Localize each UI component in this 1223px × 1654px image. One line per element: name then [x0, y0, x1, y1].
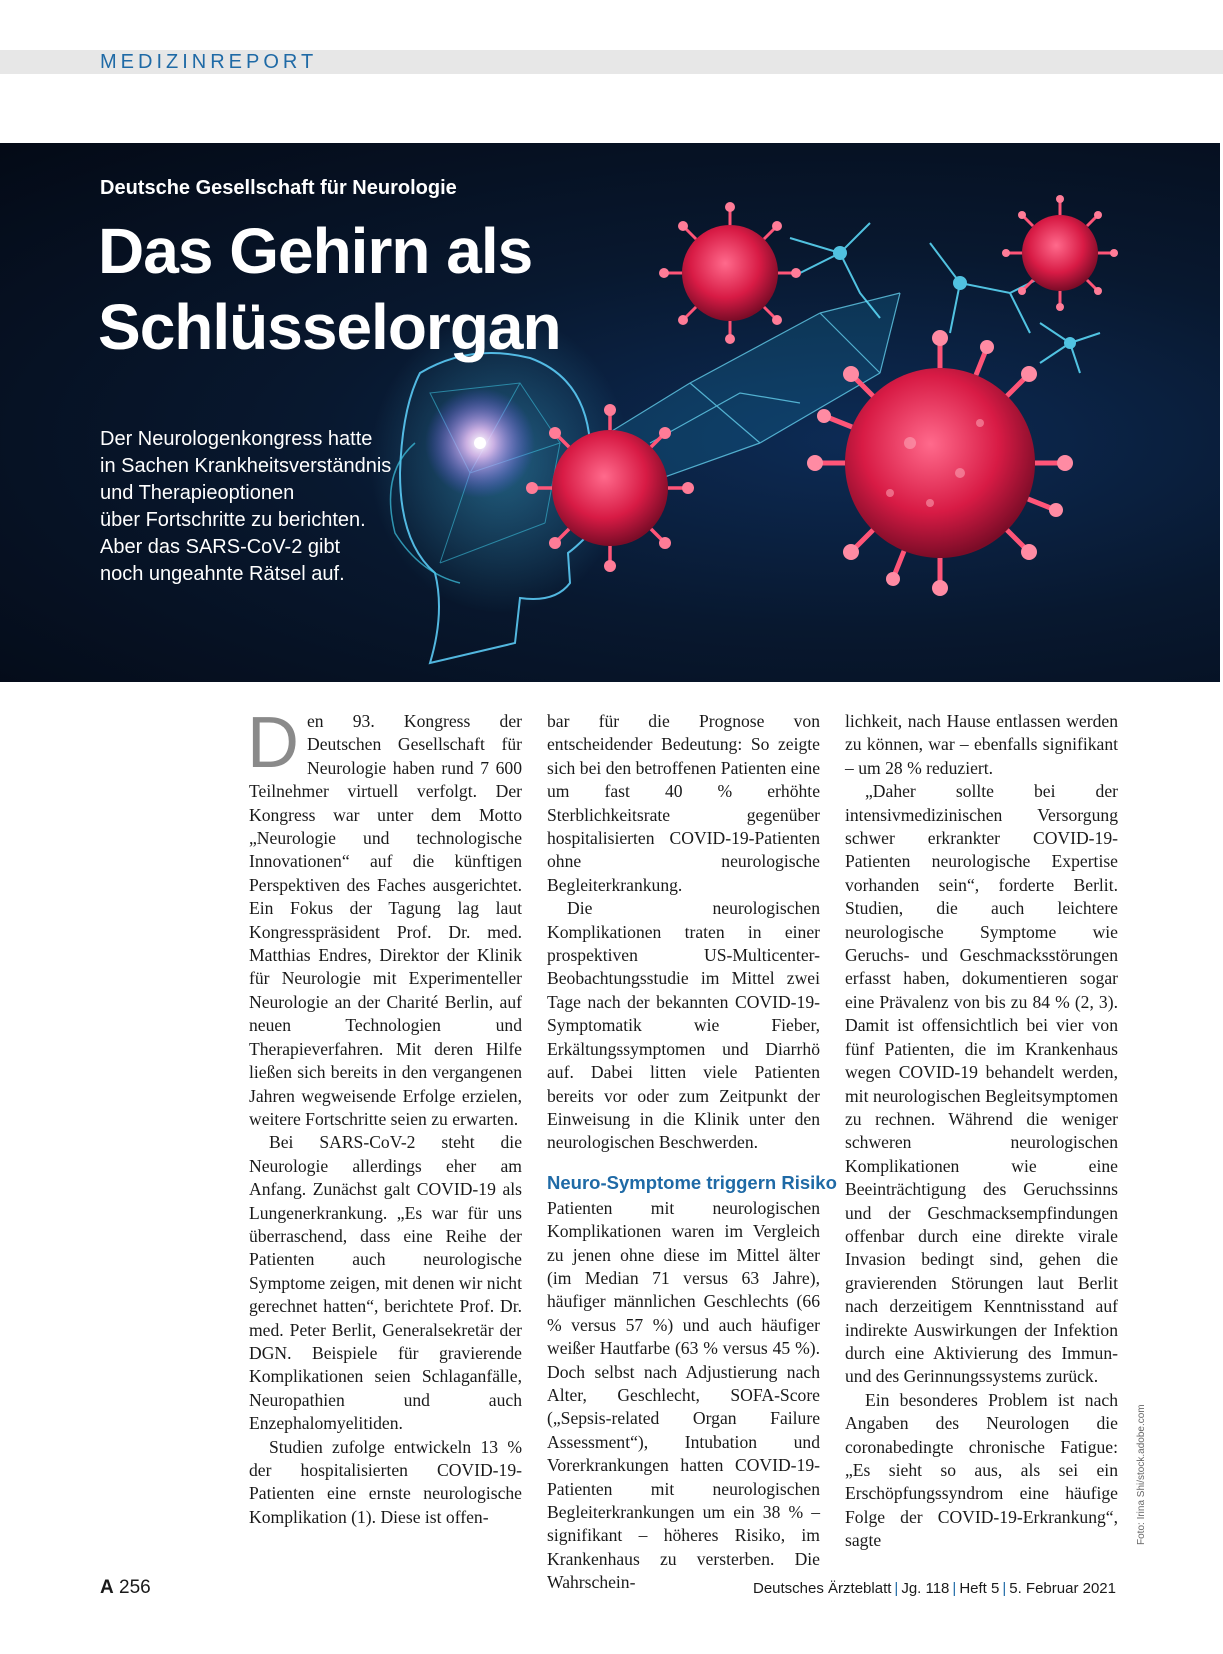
journal-date: 5. Februar 2021 — [1009, 1580, 1116, 1597]
paragraph: bar für die Prognose von entscheidender Bedeutung: So zeigte sich bei den betroffenen Patienten eine um fast 40 % erhöhte Sterblichkeitsrate gegenüber hospitalisierten COVID-19-Patienten ohne neurologische Begleiterkrankung. — [547, 711, 820, 895]
lead-line: über Fortschritte zu berichten. — [100, 509, 366, 531]
paragraph — [247, 703, 522, 1131]
drop-cap: D — [247, 703, 299, 783]
paragraph: „Daher sollte bei der intensivmedizinischen Versorgung schwer erkrankter COVID-19-Patienten neurologische Expertise vorhanden sein“, forderte Berlit. Studien, die auch leichtere neurologische Symptome wie Geruchs- und Geschmacksstörungen erfasst haben, dokumentieren sogar eine Prävalenz von bis zu 84 % (2, 3). Damit ist offensichtlich bei vier von fünf Patienten, die im Krankenhaus wegen COVID-19 behandelt werden, mit neurologischen Begleitsymptomen zu rechnen. Während die weniger schweren neurologischen Komplikationen wie eine Beeinträchtigung des Geruchssinns und der Geschmacksempfindungen offenbar durch eine direkte virale Invasion bedingt sind, gehen die gravierenden Störungen laut Berlit nach derzeitigem Kenntnisstand auf indirekte Auswirkungen der Infektion durch eine Aktivierung des Immun- und des Gerinnungssystems zurück. — [845, 781, 1118, 1387]
paragraph: Ein besonderes Problem ist nach Angaben des Neurologen die coronabedingte chronische Fatigue: „Es sieht so aus, als sei ein Erschöpfungssyndrom eine häufige Folge der COVID-19-Erkrankung“, sagte — [845, 1389, 1118, 1551]
lead-line: und Therapieoptionen — [100, 482, 295, 504]
footer-separator: | — [894, 1580, 899, 1597]
photo-credit: Foto: Irina Shi/stock.adobe.com — [1136, 1404, 1147, 1545]
article-headline — [98, 213, 618, 365]
article-kicker: Deutsche Gesellschaft für Neurologie — [100, 177, 457, 199]
section-rubric: MEDIZINREPORT — [100, 51, 318, 73]
paragraph: Bei SARS-CoV-2 steht die Neurologie allerdings eher am Anfang. Zunächst galt COVID-19 als Lungenerkrankung. „Es war für uns überraschend, dass eine Reihe der Patienten auch neurologische Symptome zeigen, mit denen wir nicht gerechnet hatten“, berichtete Prof. Dr. med. Peter Berlit, Generalsekretär der DGN. Beispiele für gravierende Komplikationen seien Schlaganfälle, Neuropathien und auch Enzephalomyelitiden. — [249, 1132, 522, 1434]
headline-line: Schlüsselorgan — [98, 291, 561, 363]
lead-line: Der Neurologenkongress hatte — [100, 428, 373, 450]
footer-separator: | — [1002, 1580, 1007, 1597]
section-subheading: Neuro-Symptome triggern Risiko — [547, 1171, 837, 1193]
hero-banner — [0, 143, 1220, 682]
paragraph-text: en 93. Kongress der Deutschen Gesellschaft für Neurologie haben rund 7 600 Teilnehmer virtuell verfolgt. Der Kongress war unter dem Motto „Neurologie und technologische Innovationen“ auf die künftigen Perspektiven des Faches ausgerichtet. Ein Fokus der Tagung lag laut Kongresspräsident Prof. Dr. med. Matthias Endres, Direktor der Klinik für Neurologie mit Experimenteller Neurologie an der Charité Berlin, auf neuen Technologien und Therapieverfahren. Mit deren Hilfe ließen sich bereits in den vergangenen Jahren wegweisende Erfolge erzielen, weitere Fortschritte seien zu erwarten. — [249, 711, 522, 1129]
journal-volume: Jg. 118 — [901, 1580, 950, 1597]
lead-line: noch ungeahnte Rätsel auf. — [100, 563, 345, 585]
paragraph: Patienten mit neurologischen Komplikationen waren im Vergleich zu jenen ohne diese im Mittel älter (im Median 71 versus 63 Jahre), häufiger männlichen Geschlechts (66 % versus 57 %) und auch häufiger weißer Hautfarbe (63 % versus 45 %). Doch selbst nach Adjustierung nach Alter, Geschlecht, SOFA-Score („Sepsis-related Organ Failure Assessment“), Intubation und Vorerkrankungen hatten COVID-19-Patienten mit neurologischen Begleiterkrankungen um ein 38 % – signifikant – höheres Risiko, im Krankenhaus zu versterben. Die Wahrschein- — [547, 1197, 820, 1593]
page-number — [100, 1577, 151, 1599]
page-number-value: 256 — [119, 1577, 151, 1598]
footer-separator: | — [952, 1580, 957, 1597]
headline-line: Das Gehirn als — [98, 215, 533, 287]
lead-line: in Sachen Krankheitsverständnis — [100, 455, 392, 477]
journal-footer — [753, 1580, 1116, 1597]
paragraph: Die neurologischen Komplikationen traten in einer prospektiven US-Multicenter-Beobachtungsstudie im Mittel zwei Tage nach der bekannten COVID-19-Symptomatik wie Fieber, Erkältungssymptomen und Diarrhö auf. Dabei litten viele Patienten bereits vor oder zum Zeitpunkt der Einweisung in die Klinik unter den neurologischen Beschwerden. — [547, 898, 820, 1153]
lead-line: Aber das SARS-CoV-2 gibt — [100, 536, 341, 558]
body-column-1 — [247, 703, 522, 1529]
paragraph: lichkeit, nach Hause entlassen werden zu können, war – ebenfalls signifikant – um 28 % reduziert. — [845, 711, 1118, 778]
journal-name: Deutsches Ärzteblatt — [753, 1580, 892, 1597]
article-lead — [100, 426, 440, 588]
page-prefix: A — [100, 1577, 114, 1598]
journal-issue: Heft 5 — [959, 1580, 1000, 1597]
paragraph: Studien zufolge entwickeln 13 % der hospitalisierten COVID-19-Patienten eine ernste neurologische Komplikation (1). Diese ist offen- — [249, 1436, 522, 1527]
body-column-3 — [845, 710, 1118, 1553]
